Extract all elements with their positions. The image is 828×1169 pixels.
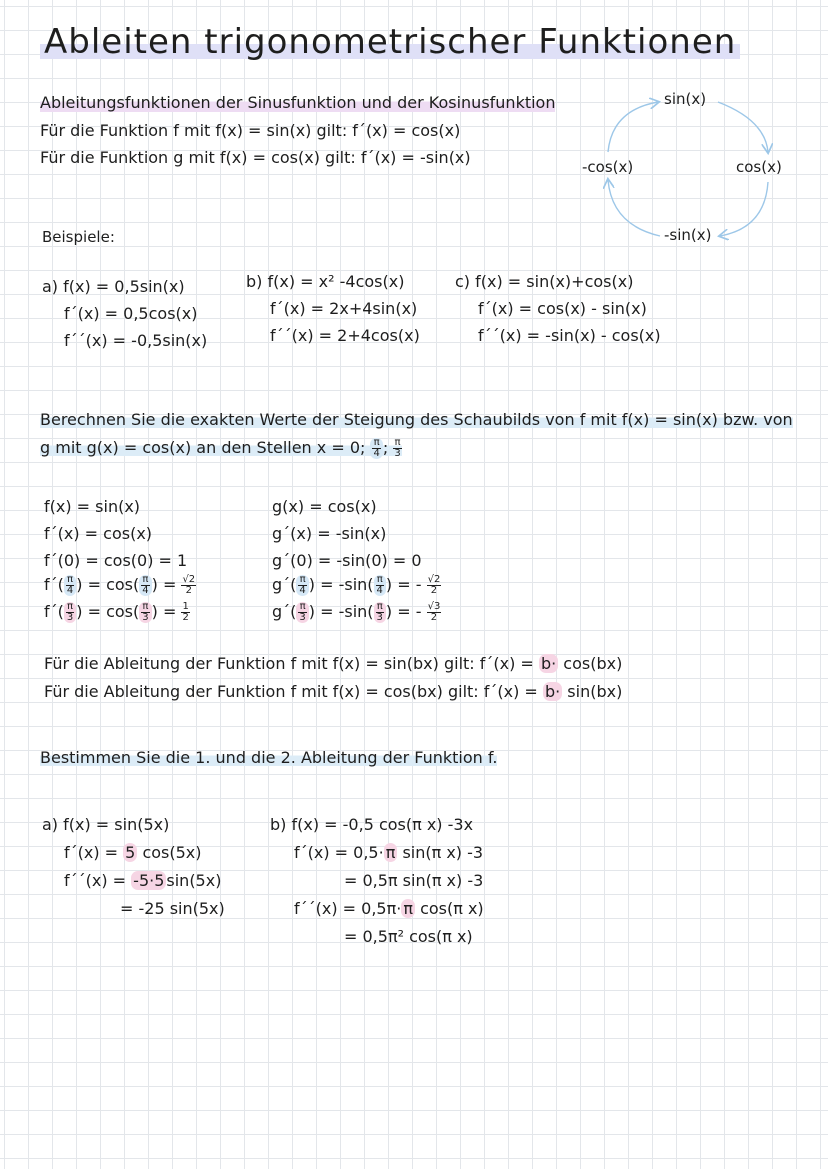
example-c-line-2: f´(x) = cos(x) - sin(x) xyxy=(478,299,647,318)
example-c-line-3: f´´(x) = -sin(x) - cos(x) xyxy=(478,326,661,345)
example-a-line-3: f´´(x) = -0,5sin(x) xyxy=(64,331,208,350)
example-b-line-3: f´´(x) = 2+4cos(x) xyxy=(270,326,420,345)
rule-sin-bx: Für die Ableitung der Funktion f mit f(x) = sin(bx) gilt: f´(x) = b· cos(bx) xyxy=(44,654,623,673)
sol-g-line-1: g(x) = cos(x) xyxy=(272,497,377,516)
task2-heading: Bestimmen Sie die 1. und die 2. Ableitung der Funktion f. xyxy=(40,748,498,767)
arrow-minus-sin-to-minus-cos xyxy=(608,180,660,236)
sol-g-line-4: g´( $\frac{\pi}{4}$ ) = -sin( $\frac{\pi}{4}$ ) = - $\frac{√2}{2}$ xyxy=(272,574,441,596)
ex2a-line-2: f´(x) = 5 cos(5x) xyxy=(64,843,202,862)
ex2a-line-4: = -25 sin(5x) xyxy=(120,899,225,918)
arrow-cos-to-minus-sin xyxy=(720,182,768,236)
sol-g-line-5: g´( $\frac{\pi}{3}$ ) = -sin( $\frac{\pi}{3}$ ) = - $\frac{√3}{2}$ xyxy=(272,601,441,623)
sol-g-line-3: g´(0) = -sin(0) = 0 xyxy=(272,551,422,570)
task1-line-1: Berechnen Sie die exakten Werte der Steigung des Schaubilds von f mit f(x) = sin(x) bzw. von xyxy=(40,410,793,429)
arrow-minus-cos-to-sin xyxy=(608,102,658,152)
ex2a-line-1: a) f(x) = sin(5x) xyxy=(42,815,170,834)
example-b-line-1: b) f(x) = x² -4cos(x) xyxy=(246,272,405,291)
sol-g-line-2: g´(x) = -sin(x) xyxy=(272,524,387,543)
example-b-line-2: f´(x) = 2x+4sin(x) xyxy=(270,299,418,318)
sol-f-line-3: f´(0) = cos(0) = 1 xyxy=(44,551,188,570)
fraction-pi-over-3: $\frac{\pi}{3}$ xyxy=(394,437,401,459)
ex2b-line-5: = 0,5π² cos(π x) xyxy=(344,927,473,946)
page-title xyxy=(40,22,740,62)
examples-heading: Beispiele: xyxy=(42,228,115,246)
cycle-minus-sin-label: -sin(x) xyxy=(664,226,712,244)
ex2b-line-2: f´(x) = 0,5· π sin(π x) -3 xyxy=(294,843,484,862)
sol-f-line-1: f(x) = sin(x) xyxy=(44,497,141,516)
page-title-text: Ableiten trigonometrischer Funktionen xyxy=(40,22,740,62)
sol-f-line-4: f´( $\frac{\pi}{4}$ ) = cos( $\frac{\pi}{4}$ ) = $\frac{√2}{2}$ xyxy=(44,574,196,596)
intro-sin-rule: Für die Funktion f mit f(x) = sin(x) gilt: f´(x) = cos(x) xyxy=(40,121,461,140)
fraction-pi-over-4: $\frac{\pi}{4}$ xyxy=(370,438,382,459)
sol-f-line-2: f´(x) = cos(x) xyxy=(44,524,153,543)
intro-cos-rule: Für die Funktion g mit f(x) = cos(x) gilt: f´(x) = -sin(x) xyxy=(40,148,471,167)
intro-heading: Ableitungsfunktionen der Sinusfunktion und der Kosinusfunktion xyxy=(40,93,556,112)
example-c-line-1: c) f(x) = sin(x)+cos(x) xyxy=(455,272,634,291)
example-a-line-1: a) f(x) = 0,5sin(x) xyxy=(42,277,185,296)
ex2b-line-4: f´´(x) = 0,5π· π cos(π x) xyxy=(294,899,484,918)
example-a-line-2: f´(x) = 0,5cos(x) xyxy=(64,304,198,323)
cycle-minus-cos-label: -cos(x) xyxy=(582,158,634,176)
sol-f-line-5: f´( $\frac{\pi}{3}$ ) = cos( $\frac{\pi}{3}$ ) = $\frac{1}{2}$ xyxy=(44,601,189,623)
rule-cos-bx: Für die Ableitung der Funktion f mit f(x) = cos(bx) gilt: f´(x) = b· sin(bx) xyxy=(44,682,623,701)
ex2a-line-3: f´´(x) = -5·5 sin(5x) xyxy=(64,871,222,890)
cycle-sin-label: sin(x) xyxy=(664,90,707,108)
ex2b-line-1: b) f(x) = -0,5 cos(π x) -3x xyxy=(270,815,474,834)
ex2b-line-3: = 0,5π sin(π x) -3 xyxy=(344,871,484,890)
cycle-cos-label: cos(x) xyxy=(736,158,782,176)
task1-line-2: g mit g(x) = cos(x) an den Stellen x = 0; $\frac{\pi}{4}$ ; $\frac{\pi}{3}$ xyxy=(40,437,401,459)
arrow-sin-to-cos xyxy=(718,102,768,152)
